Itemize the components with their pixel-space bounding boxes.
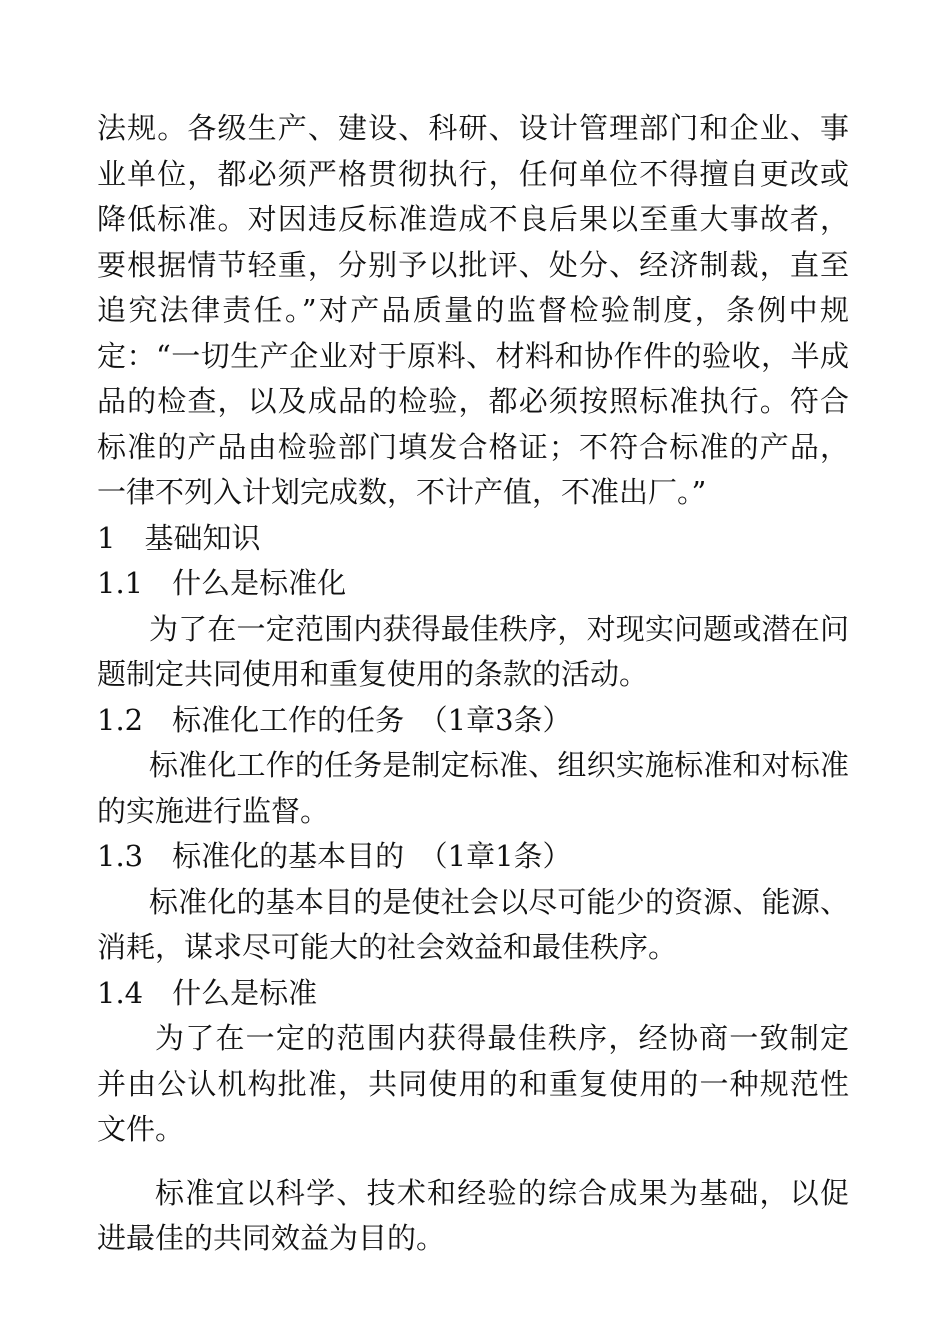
- paragraph-standardization-tasks: 标准化工作的任务是制定标准、组织实施标准和对标准的实施进行监督。: [97, 748, 849, 828]
- heading-standardization-purpose: 1.3 标准化的基本目的 （1章1条）: [97, 839, 572, 873]
- paragraph-standard-basis: 标准宜以科学、技术和经验的综合成果为基础，以促进最佳的共同效益为目的。: [97, 1175, 849, 1255]
- paragraph-regulation-excerpt: 法规。各级生产、建设、科研、设计管理部门和企业、事业单位，都必须严格贯彻执行，任何单位不得擅自更改或降低标准。对因违反标准造成不良后果以至重大事故者，要根据情节轻重，分别予以批评、处分、经济制裁，直至追究法律责任。”对产品质量的监督检验制度，条例中规定：“一切生产企业对于原料、材料和协作件的验收，半成品的检查，以及成品的检验，都必须按照标准执行。符合标准的产品由检验部门填发合格证；不符合标准的产品，一律不列入计划完成数，不计产值，不准出厂。”: [97, 111, 849, 509]
- paragraph-standardization-definition: 为了在一定范围内获得最佳秩序，对现实问题或潜在问题制定共同使用和重复使用的条款的活动。: [97, 611, 849, 691]
- paragraph-spacer: [97, 1153, 849, 1171]
- heading-what-is-standardization: 1.1 什么是标准化: [97, 566, 347, 600]
- document-body: [97, 106, 849, 1262]
- paragraph-standardization-purpose: 标准化的基本目的是使社会以尽可能少的资源、能源、消耗，谋求尽可能大的社会效益和最佳秩序。: [97, 884, 849, 964]
- paragraph-standard-definition: 为了在一定的范围内获得最佳秩序，经协商一致制定并由公认机构批准，共同使用的和重复使用的一种规范性文件。: [97, 1021, 849, 1146]
- heading-what-is-standard: 1.4 什么是标准: [97, 975, 318, 1010]
- heading-standardization-tasks: 1.2 标准化工作的任务 （1章3条）: [97, 702, 572, 737]
- section-heading-basics: 1 基础知识: [97, 520, 261, 555]
